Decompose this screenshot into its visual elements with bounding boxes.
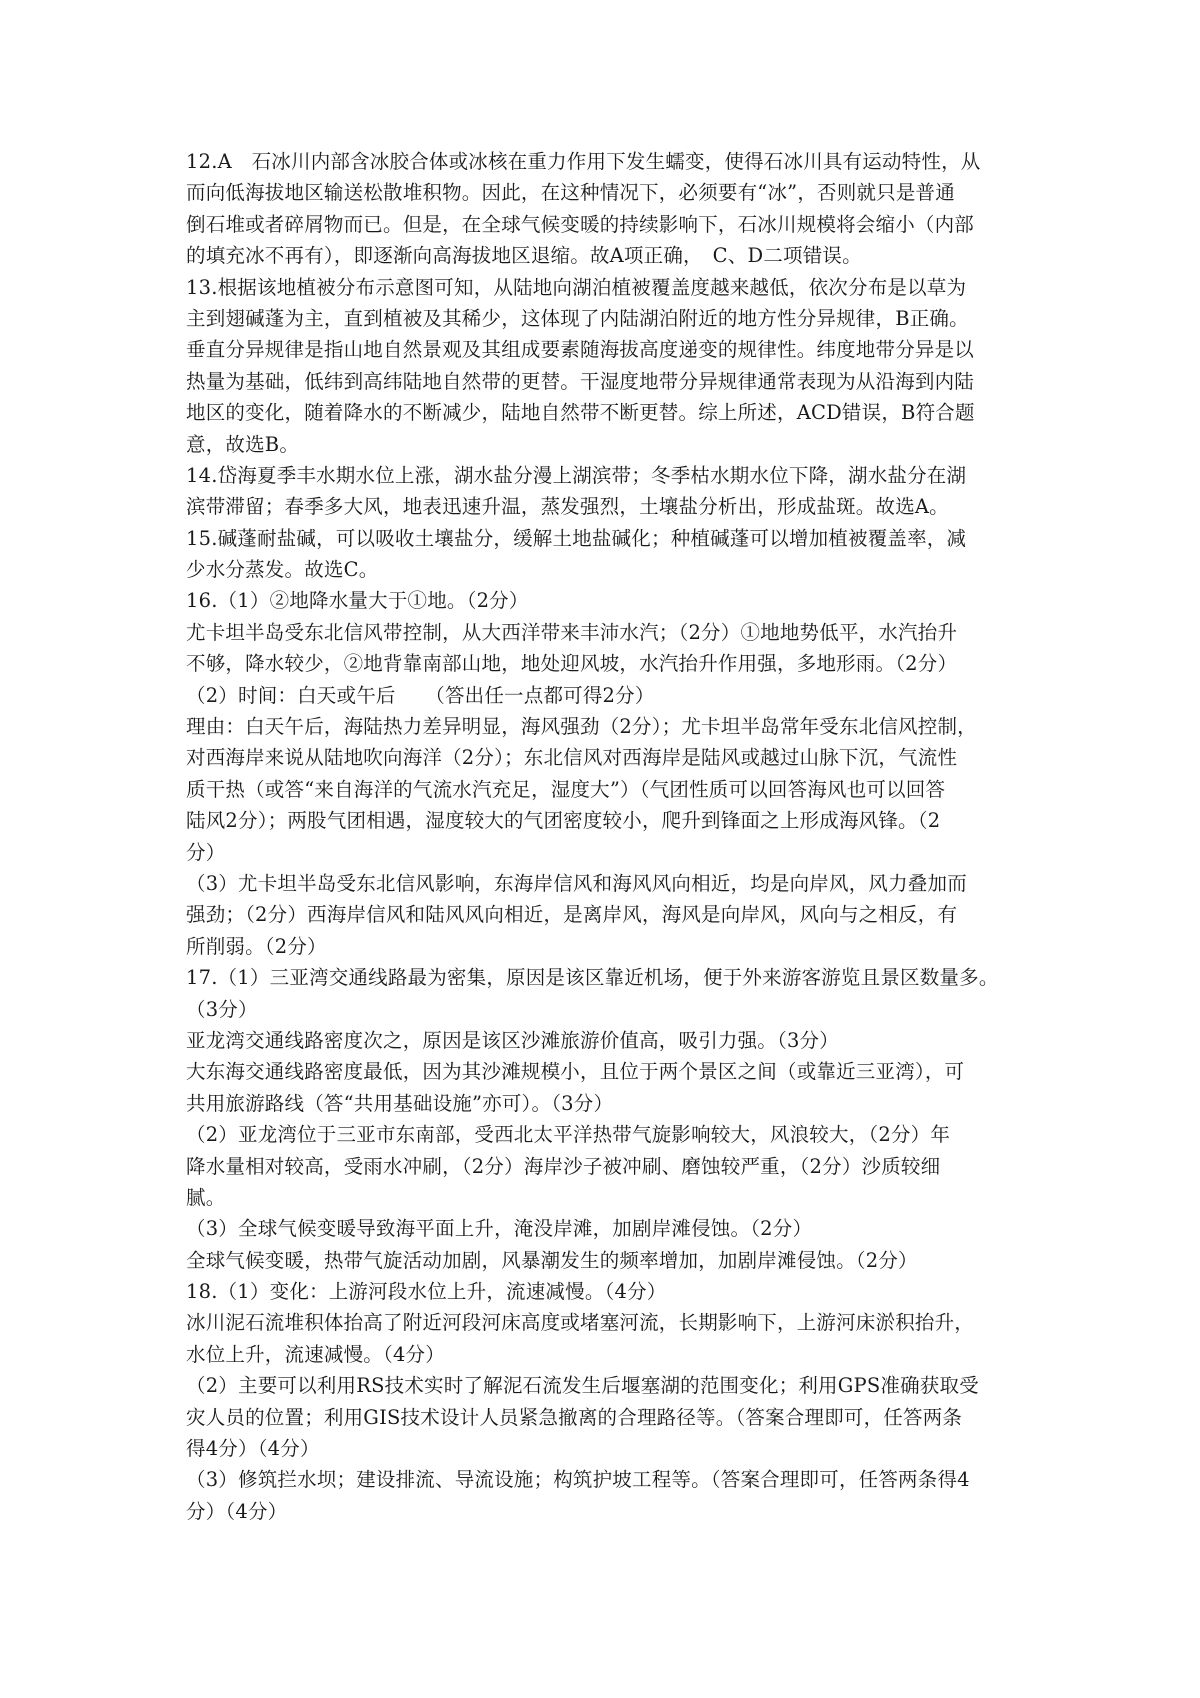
text-line: 倒石堆或者碎屑物而已。但是，在全球气候变暖的持续影响下，石冰川规模将会缩小（内部 [186, 212, 975, 236]
text-line: 少水分蒸发。故选C。 [186, 558, 379, 582]
text-line: 水位上升，流速减慢。（4分） [186, 1342, 445, 1366]
text-line: 理由：白天午后，海陆热力差异明显，海风强劲（2分）；尤卡坦半岛常年受东北信风控制， [186, 715, 977, 739]
text-line: 不够，降水较少，②地背靠南部山地，地处迎风坡，水汽抬升作用强，多地形雨。（2分） [186, 652, 958, 676]
text-line: 亚龙湾交通线路密度次之，原因是该区沙滩旅游价值高，吸引力强。（3分） [186, 1028, 839, 1052]
text-line: 14.岱海夏季丰水期水位上涨，湖水盐分漫上湖滨带；冬季枯水期水位下降，湖水盐分在湖 [186, 463, 967, 487]
text-line: （2）主要可以利用RS技术实时了解泥石流发生后堰塞湖的范围变化；利用GPS准确获取受 [186, 1374, 979, 1398]
text-line: 意，故选B。 [186, 432, 300, 456]
text-line: 尤卡坦半岛受东北信风带控制，从大西洋带来丰沛水汽；（2分）①地地势低平，水汽抬升 [186, 620, 958, 644]
text-line: （3分） [186, 997, 258, 1021]
text-line: （3）全球气候变暖导致海平面上升，淹没岸滩，加剧岸滩侵蚀。（2分） [186, 1217, 813, 1241]
text-line: 大东海交通线路密度最低，因为其沙滩规模小，且位于两个景区之间（或靠近三亚湾），可 [186, 1060, 965, 1084]
text-line: 灾人员的位置；利用GIS技术设计人员紧急撤离的合理路径等。（答案合理即可，任答两条 [186, 1405, 963, 1429]
text-line: （2）时间：白天或午后 （答出任一点都可得2分） [186, 683, 655, 707]
text-line: 主到翅碱蓬为主，直到植被及其稀少，这体现了内陆湖泊附近的地方性分异规律，B正确。 [186, 306, 969, 330]
text-line: 地区的变化，随着降水的不断减少，陆地自然带不断更替。综上所述，ACD错误，B符合题 [186, 401, 975, 425]
text-line: 16.（1）②地降水量大于①地。（2分） [186, 589, 529, 613]
text-line: 对西海岸来说从陆地吹向海洋（2分）；东北信风对西海岸是陆风或越过山脉下沉，气流性 [186, 746, 958, 770]
text-line: 强劲；（2分）西海岸信风和陆风风向相近，是离岸风，海风是向岸风，风向与之相反，有 [186, 903, 958, 927]
text-line: 所削弱。（2分） [186, 934, 327, 958]
text-line: 滨带滞留；春季多大风，地表迅速升温，蒸发强烈，土壤盐分析出，形成盐斑。故选A。 [186, 495, 949, 519]
answer-text-block [186, 146, 1036, 1527]
text-line: （3）尤卡坦半岛受东北信风影响，东海岸信风和海风风向相近，均是向岸风，风力叠加而 [186, 871, 967, 895]
text-line: 降水量相对较高，受雨水冲刷，（2分）海岸沙子被冲刷、磨蚀较严重，（2分）沙质较细 [186, 1154, 941, 1178]
text-line: （2）亚龙湾位于三亚市东南部，受西北太平洋热带气旋影响较大，风浪较大，（2分）年 [186, 1123, 951, 1147]
text-line: 全球气候变暖，热带气旋活动加剧，风暴潮发生的频率增加，加剧岸滩侵蚀。（2分） [186, 1248, 918, 1272]
text-line: 冰川泥石流堆积体抬高了附近河段河床高度或堵塞河流，长期影响下，上游河床淤积抬升， [186, 1311, 975, 1335]
text-line: 分） [186, 840, 226, 864]
text-line: 质干热（或答“来自海洋的气流水汽充足，湿度大”）（气团性质可以回答海风也可以回答 [186, 777, 946, 801]
text-line: 得4分）（4分） [186, 1437, 320, 1461]
text-line: 18.（1）变化：上游河段水位上升，流速减慢。（4分） [186, 1280, 667, 1304]
text-line: （3）修筑拦水坝；建设排流、导流设施；构筑护坡工程等。（答案合理即可，任答两条得4 [186, 1468, 970, 1492]
text-line: 腻。 [186, 1185, 226, 1209]
text-line: 分）（4分） [186, 1499, 288, 1523]
text-line: 12.A 石冰川内部含冰胶合体或冰核在重力作用下发生蠕变，使得石冰川具有运动特性，从 [186, 150, 981, 173]
text-line: 陆风2分）；两股气团相遇，湿度较大的气团密度较小，爬升到锋面之上形成海风锋。（2 [186, 809, 941, 833]
text-line: 17.（1）三亚湾交通线路最为密集，原因是该区靠近机场，便于外来游客游览且景区数量多。 [186, 966, 999, 990]
text-line: 13.根据该地植被分布示意图可知，从陆地向湖泊植被覆盖度越来越低，依次分布是以草为 [186, 275, 967, 299]
text-line: 共用旅游路线（答“共用基础设施”亦可）。（3分） [186, 1091, 614, 1115]
text-line: 垂直分异规律是指山地自然景观及其组成要素随海拔高度递变的规律性。纬度地带分异是以 [186, 338, 975, 362]
text-line: 而向低海拔地区输送松散堆积物。因此，在这种情况下，必须要有“冰”，否则就只是普通 [186, 181, 955, 205]
text-line: 15.碱蓬耐盐碱，可以吸收土壤盐分，缓解土地盐碱化；种植碱蓬可以增加植被覆盖率，减 [186, 526, 967, 550]
text-line: 的填充冰不再有），即逐渐向高海拔地区退缩。故A项正确， C、D二项错误。 [186, 244, 862, 268]
text-line: 热量为基础，低纬到高纬陆地自然带的更替。干湿度地带分异规律通常表现为从沿海到内陆 [186, 369, 975, 393]
